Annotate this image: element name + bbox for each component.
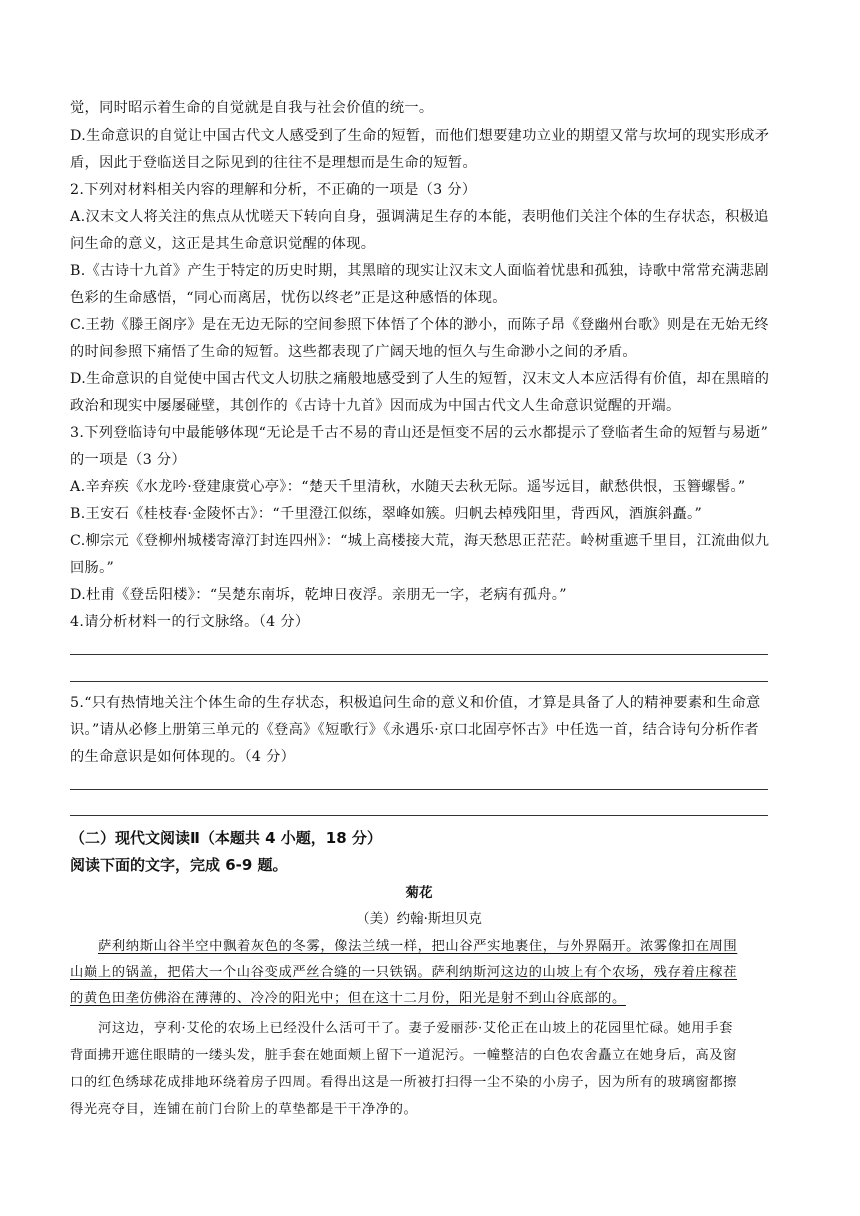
text-line: 盾，因此于登临送目之际见到的往往不是理想而是生命的短暂。 (70, 155, 478, 171)
question-2: 2.下列对材料相关内容的理解和分析，不正确的一项是（3 分） (70, 182, 477, 198)
story-line-underlined: 萨利纳斯山谷半空中飘着灰色的冬雾，像法兰绒一样，把山谷严实地裹住，与外界隔开。浓雾像扣在周围 (98, 939, 738, 954)
text-line: 的生命意识是如何体现的。（4 分） (70, 749, 296, 765)
answer-line[interactable] (70, 789, 768, 790)
text-line: 的一项是（3 分） (70, 452, 186, 468)
story-line: 得光亮夺目，连铺在前门台阶上的草垫都是干干净净的。 (70, 1102, 418, 1117)
option-c-line: C.柳宗元《登柳州城楼寄漳汀封连四州》：“城上高楼接大荒，海天愁思正茫茫。岭树重遮千里目，江流曲似九 (70, 533, 770, 549)
answer-line[interactable] (70, 815, 768, 816)
story-line: 背面拂开遮住眼睛的一缕头发，脏手套在她面颊上留下一道泥污。一幢整洁的白色农舍矗立在她身后，高及窗 (70, 1048, 738, 1063)
text-line: 的时间参照下痛悟了生命的短暂。这些都表现了广阔天地的恒久与生命渺小之间的矛盾。 (70, 344, 637, 360)
option-b-line: B.《古诗十九首》产生于特定的历史时期，其黑暗的现实让汉末文人面临着忧患和孤独，诗歌中常常充满悲剧 (70, 263, 769, 279)
option-a-line: A.辛弃疾《水龙吟·登建康赏心亭》：“楚天千里清秋，水随天去秋无际。遥岑远目，献愁供恨，玉簪螺髻。” (70, 479, 746, 495)
option-b-line: B.王安石《桂枝春·金陵怀古》：“千里澄江似练，翠峰如簇。归帆去棹残阳里，背西风，酒旗斜矗。” (70, 506, 703, 522)
text-line: 回肠。” (70, 560, 115, 576)
story-line-underlined: 山巅上的锅盖，把偌大一个山谷变成严丝合缝的一只铁锅。萨利纳斯河这边的山坡上有个农场，残存着庄稼茬 (70, 965, 738, 980)
section-instruction: 阅读下面的文字，完成 6-9 题。 (70, 856, 288, 874)
story-line: 河这边，亨利·艾伦的农场上已经没什么活可干了。妻子爱丽莎·艾伦正在山坡上的花园里忙碌。她用手套 (98, 1021, 734, 1036)
question-3: 3.下列登临诗句中最能够体现“无论是千古不易的青山还是恒变不居的云水都提示了登临者生命的短暂与易逝” (70, 425, 769, 441)
option-c-line: C.王勃《滕王阁序》是在无边无际的空间参照下体悟了个体的渺小，而陈子昂《登幽州台歌》则是在无始无终 (70, 317, 769, 333)
text-line: 色彩的生命感悟，“同心而离居，忧伤以终老”正是这种感悟的体现。 (70, 290, 507, 306)
story-title: 菊花 (405, 885, 433, 901)
option-a-line: A.汉末文人将关注的焦点从忧嗟天下转向自身，强调满足生存的本能，表明他们关注个体的生存状态，积极追 (70, 209, 769, 225)
answer-line[interactable] (70, 654, 768, 655)
text-line: 政治和现实中屡屡碰壁，其创作的《古诗十九首》因而成为中国古代文人生命意识觉醒的开端。 (70, 398, 681, 414)
section-heading: （二）现代文阅读Ⅱ（本题共 4 小题，18 分） (70, 829, 382, 847)
option-d-line: D.杜甫《登岳阳楼》：“吴楚东南坼，乾坤日夜浮。亲朋无一字，老病有孤舟。” (70, 587, 567, 603)
text-line: 觉，同时昭示着生命的自觉就是自我与社会价值的统一。 (70, 100, 434, 116)
answer-line[interactable] (70, 681, 768, 682)
option-d-line: D.生命意识的自觉让中国古代文人感受到了生命的短暂，而他们想要建功立业的期望又常与坎坷的现实形成矛 (70, 128, 770, 144)
story-line: 口的红色绣球花成排地环绕着房子四周。看得出这是一所被打扫得一尘不染的小房子，因为所有的玻璃窗都擦 (70, 1075, 738, 1090)
story-line-underlined: 的黄色田垄仿佛浴在薄薄的、冷冷的阳光中；但在这十二月份，阳光是射不到山谷底部的。 (70, 991, 626, 1006)
option-d-line: D.生命意识的自觉使中国古代文人切肤之痛般地感受到了人生的短暂，汉末文人本应活得有价值，却在黑暗的 (70, 371, 770, 387)
question-5: 5.“只有热情地关注个体生命的生存状态，积极追问生命的意义和价值，才算是具备了人的精神要素和生命意 (70, 695, 761, 711)
story-author: （美）约翰·斯坦贝克 (356, 911, 482, 927)
question-4: 4.请分析材料一的行文脉络。（4 分） (70, 614, 310, 630)
text-line: 问生命的意义，这正是其生命意识觉醒的体现。 (70, 236, 376, 252)
text-line: 识。”请从必修上册第三单元的《登高》《短歌行》《永遇乐·京口北固亭怀古》中任选一首，结合诗句分析作者 (70, 722, 759, 738)
